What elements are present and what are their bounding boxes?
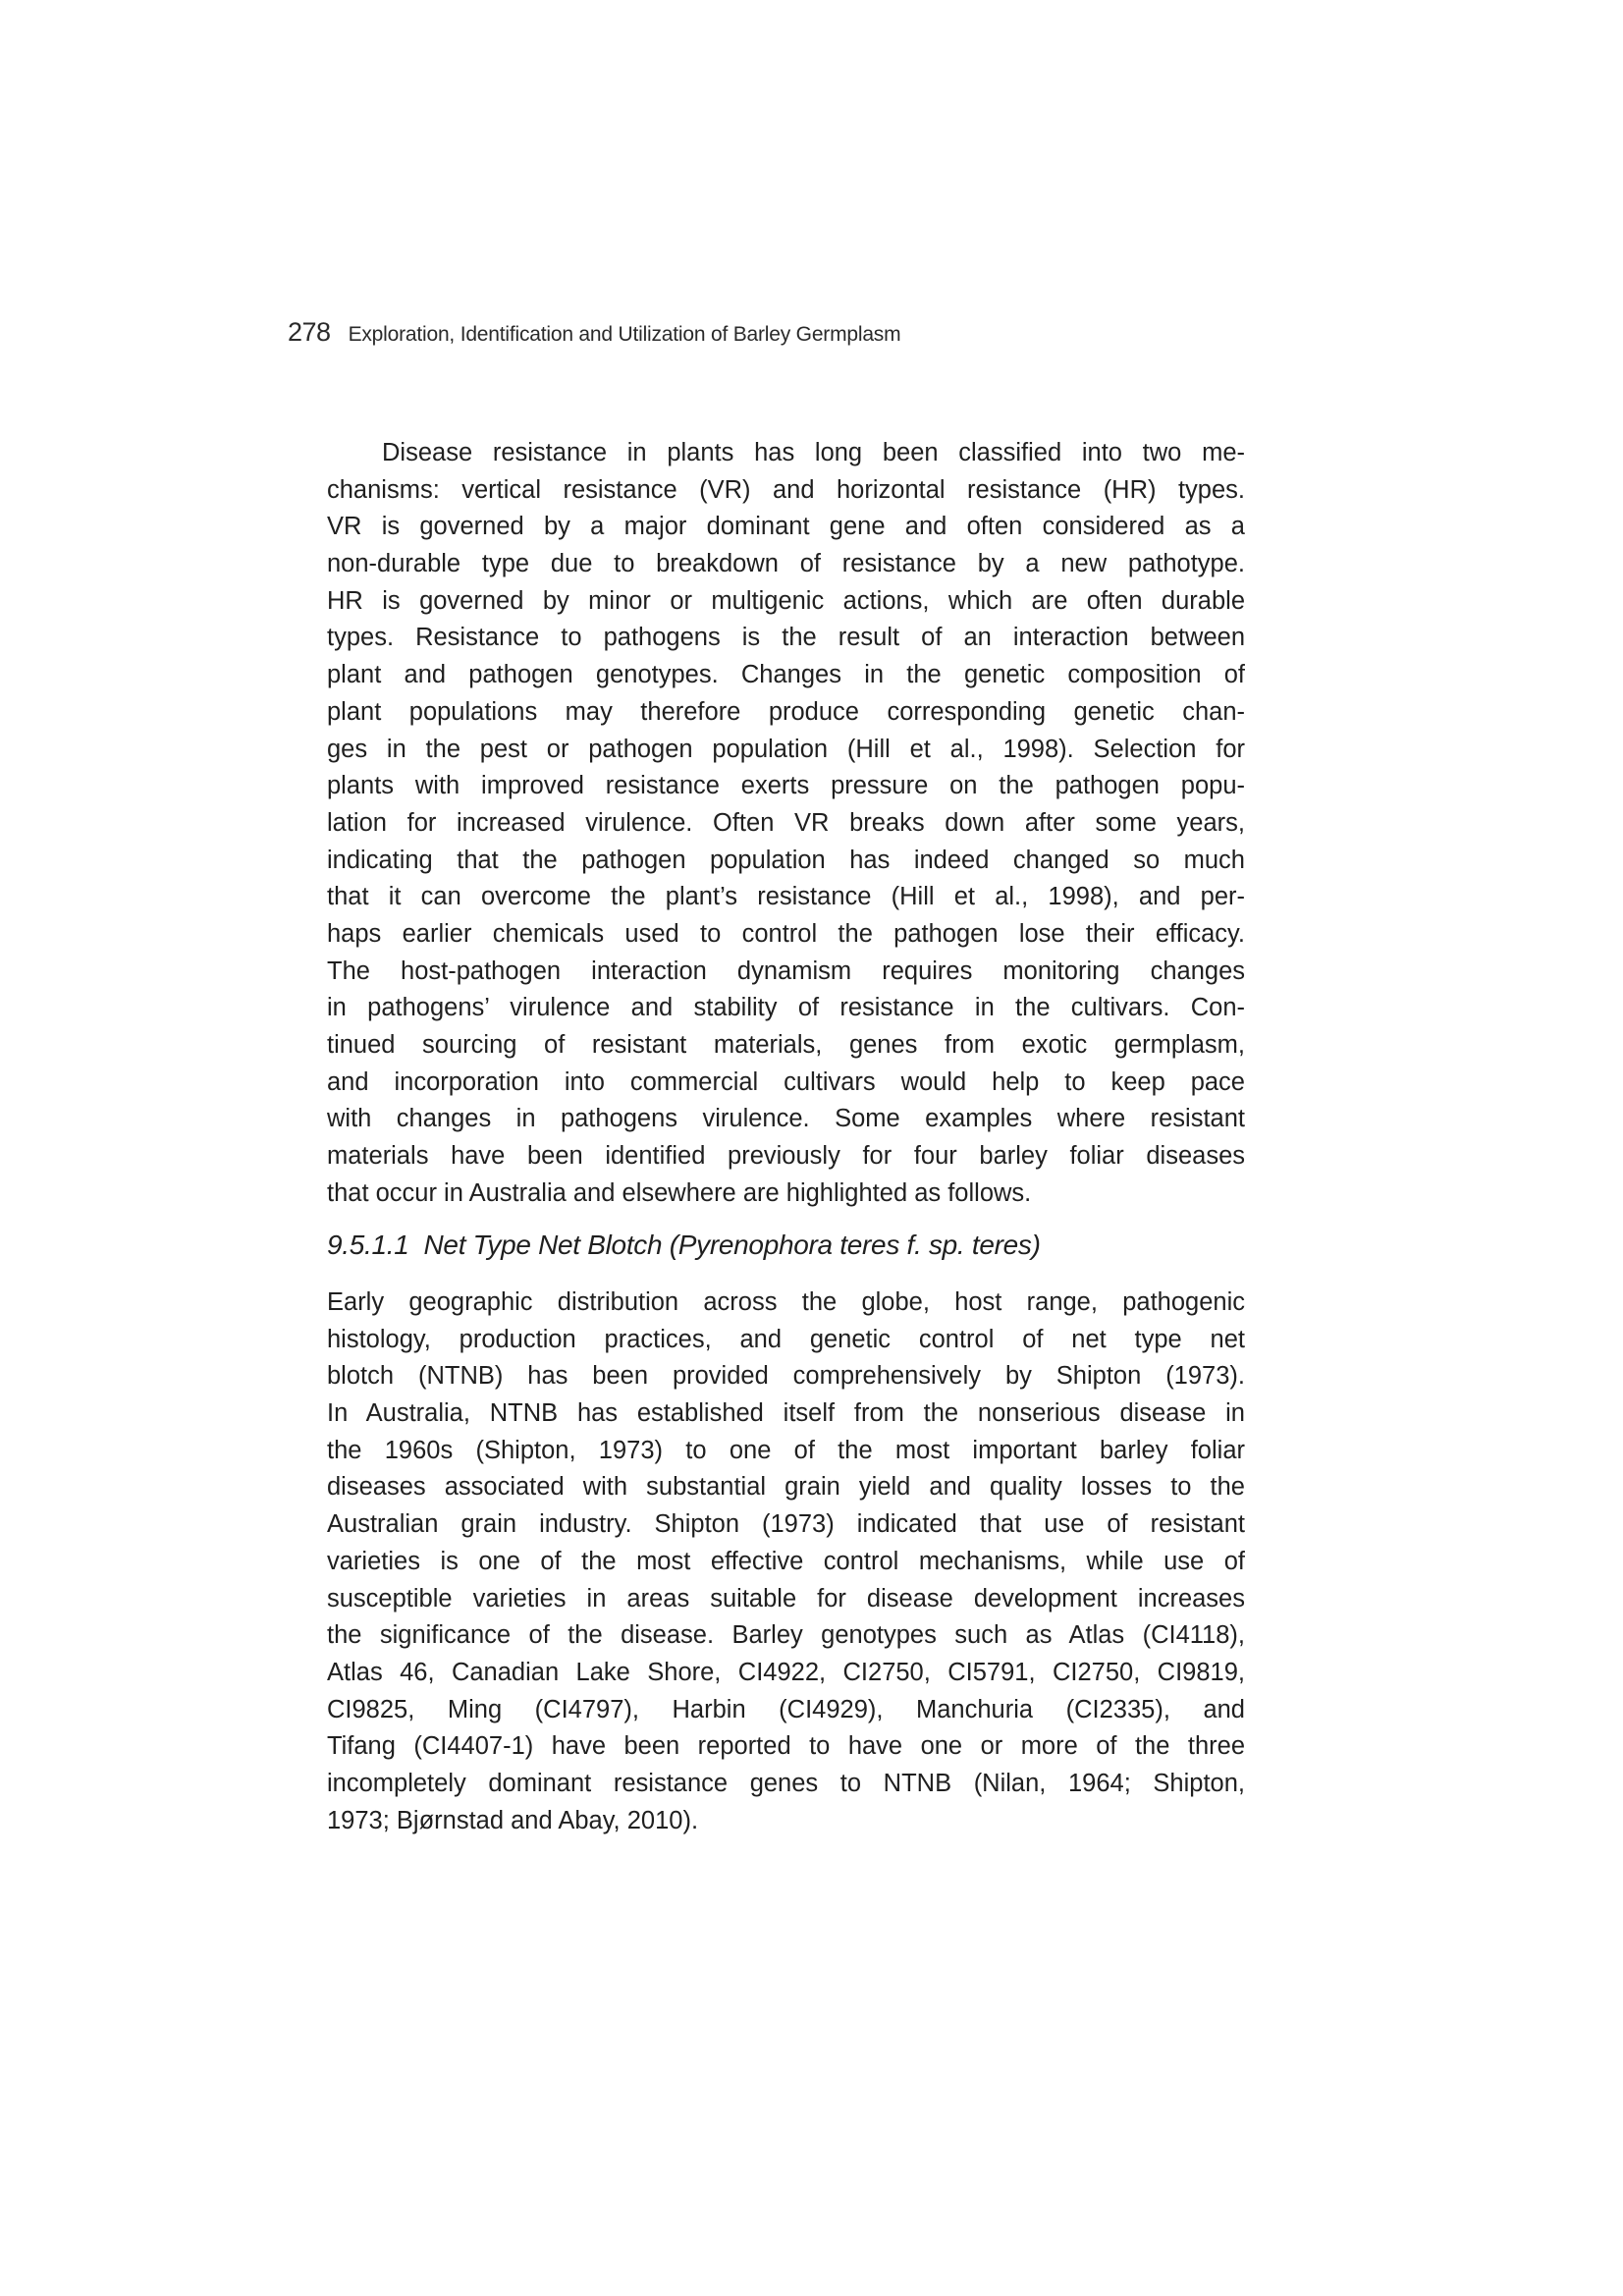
text-line: indicating that the pathogen population has indeed changed so much bbox=[327, 846, 1245, 874]
text-line: In Australia, NTNB has established itself from the nonserious disease in bbox=[327, 1399, 1245, 1428]
text-line: the 1960s (Shipton, 1973) to one of the most important barley foliar bbox=[327, 1436, 1245, 1464]
section-number: 9.5.1.1 bbox=[327, 1230, 409, 1260]
text-line: blotch (NTNB) has been provided comprehensively by Shipton (1973). bbox=[327, 1362, 1245, 1391]
running-header bbox=[288, 317, 900, 348]
text-line: lation for increased virulence. Often VR breaks down after some years, bbox=[327, 808, 1245, 837]
text-line: ges in the pest or pathogen population (Hill et al., 1998). Selection for bbox=[327, 735, 1245, 763]
text-line: plant populations may therefore produce corresponding genetic chan- bbox=[327, 697, 1245, 726]
text-line: incompletely dominant resistance genes to NTNB (Nilan, 1964; Shipton, bbox=[327, 1769, 1245, 1797]
text-line: The host-pathogen interaction dynamism requires monitoring changes bbox=[327, 957, 1245, 985]
running-title: Exploration, Identification and Utilization of Barley Germplasm bbox=[348, 323, 901, 346]
text-line: chanisms: vertical resistance (VR) and horizontal resistance (HR) types. bbox=[327, 475, 1245, 504]
text-line: materials have been identified previously for four barley foliar diseases bbox=[327, 1142, 1245, 1171]
paragraph-net-blotch bbox=[327, 1285, 1245, 1839]
text-line: HR is governed by minor or multigenic actions, which are often durable bbox=[327, 586, 1245, 615]
text-line: non-durable type due to breakdown of resistance by a new pathotype. bbox=[327, 550, 1245, 578]
text-line: in pathogens’ virulence and stability of resistance in the cultivars. Con- bbox=[327, 994, 1245, 1022]
text-line: Disease resistance in plants has long been classified into two me- bbox=[382, 439, 1245, 466]
text-line: Atlas 46, Canadian Lake Shore, CI4922, CI2750, CI5791, CI2750, CI9819, bbox=[327, 1658, 1245, 1686]
text-line: CI9825, Ming (CI4797), Harbin (CI4929), Manchuria (CI2335), and bbox=[327, 1695, 1245, 1723]
text-line: plants with improved resistance exerts pressure on the pathogen popu- bbox=[327, 772, 1245, 800]
text-line: tinued sourcing of resistant materials, genes from exotic germplasm, bbox=[327, 1031, 1245, 1059]
text-line: varieties is one of the most effective control mechanisms, while use of bbox=[327, 1547, 1245, 1575]
text-line: that it can overcome the plant’s resistance (Hill et al., 1998), and per- bbox=[327, 883, 1245, 911]
paragraph-disease-resistance bbox=[327, 435, 1245, 1212]
text-line: Tifang (CI4407-1) have been reported to have one or more of the three bbox=[327, 1732, 1245, 1761]
text-line: types. Resistance to pathogens is the result of an interaction between bbox=[327, 624, 1245, 652]
text-line: and incorporation into commercial cultivars would help to keep pace bbox=[327, 1067, 1245, 1096]
section-title: Net Type Net Blotch (Pyrenophora teres f. sp. teres) bbox=[423, 1230, 1041, 1260]
text-line: plant and pathogen genotypes. Changes in the genetic composition of bbox=[327, 661, 1245, 689]
text-line: with changes in pathogens virulence. Some examples where resistant bbox=[327, 1105, 1245, 1133]
text-line: haps earlier chemicals used to control the pathogen lose their efficacy. bbox=[327, 919, 1245, 948]
text-line: the significance of the disease. Barley genotypes such as Atlas (CI4118), bbox=[327, 1621, 1245, 1650]
text-line: that occur in Australia and elsewhere are highlighted as follows. bbox=[327, 1178, 1032, 1207]
section-heading bbox=[327, 1230, 1041, 1261]
text-line: diseases associated with substantial grain yield and quality losses to the bbox=[327, 1473, 1245, 1502]
text-line: Early geographic distribution across the globe, host range, pathogenic bbox=[327, 1288, 1245, 1316]
text-line: VR is governed by a major dominant gene and often considered as a bbox=[327, 513, 1245, 541]
text-line: histology, production practices, and genetic control of net type net bbox=[327, 1325, 1245, 1353]
text-line: susceptible varieties in areas suitable for disease development increases bbox=[327, 1584, 1245, 1613]
page-number: 278 bbox=[288, 317, 331, 347]
text-line: 1973; Bjørnstad and Abay, 2010). bbox=[327, 1806, 699, 1834]
text-line: Australian grain industry. Shipton (1973) indicated that use of resistant bbox=[327, 1510, 1245, 1539]
